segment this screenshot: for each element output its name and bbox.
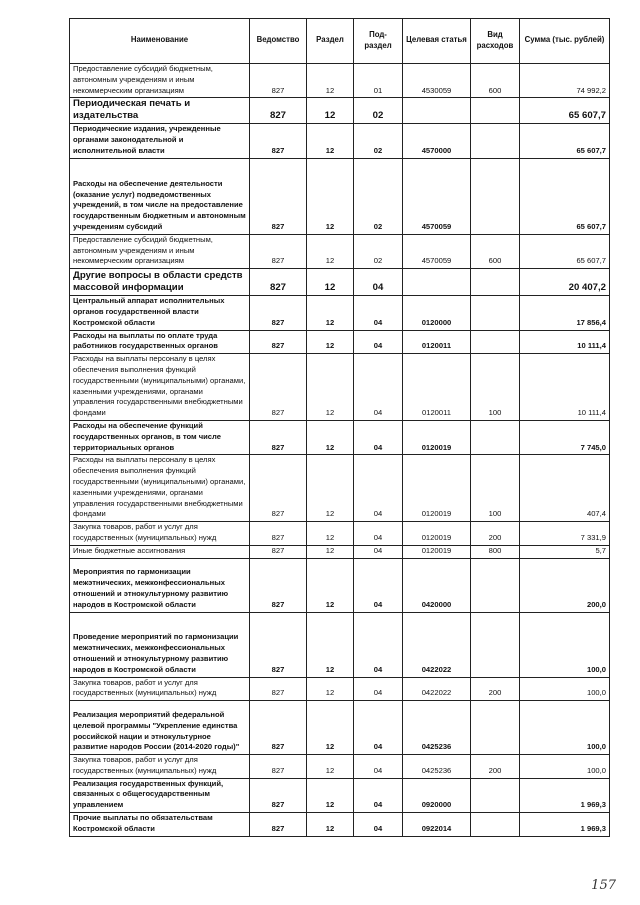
cell-razdel: 12 (307, 330, 354, 354)
cell-vedomstvo: 827 (250, 420, 307, 454)
cell-name: Расходы на выплаты персоналу в целях обеспечения выполнения функций государственными (муниципальными) органами, казенными учреждениями, органами управления государственными внебюджетными фондами (70, 455, 250, 522)
cell-name: Иные бюджетные ассигнования (70, 545, 250, 558)
cell-podrazdel: 02 (354, 158, 403, 234)
cell-razdel: 12 (307, 558, 354, 612)
table-row (70, 755, 610, 779)
cell-podrazdel: 04 (354, 612, 403, 677)
cell-vedomstvo: 827 (250, 64, 307, 98)
cell-sum: 7 331,9 (520, 522, 610, 546)
cell-podrazdel: 04 (354, 420, 403, 454)
table-row (70, 98, 610, 124)
cell-sum: 10 111,4 (520, 330, 610, 354)
cell-target-article (403, 269, 471, 296)
table-row (70, 455, 610, 522)
cell-sum: 7 745,0 (520, 420, 610, 454)
cell-razdel: 12 (307, 124, 354, 158)
cell-razdel: 12 (307, 612, 354, 677)
cell-podrazdel: 04 (354, 522, 403, 546)
cell-expense-type (471, 420, 520, 454)
cell-razdel: 12 (307, 64, 354, 98)
cell-target-article: 4570059 (403, 234, 471, 268)
cell-razdel: 12 (307, 677, 354, 701)
cell-expense-type (471, 813, 520, 837)
cell-podrazdel: 04 (354, 558, 403, 612)
cell-name: Проведение мероприятий по гармонизации межэтнических, межконфессиональных отношений и этнокультурному развитию народов в Костромской области (70, 612, 250, 677)
table-row (70, 778, 610, 812)
cell-razdel: 12 (307, 455, 354, 522)
cell-expense-type (471, 158, 520, 234)
cell-vedomstvo: 827 (250, 677, 307, 701)
table-row (70, 813, 610, 837)
cell-vedomstvo: 827 (250, 612, 307, 677)
cell-podrazdel: 02 (354, 98, 403, 124)
cell-razdel: 12 (307, 813, 354, 837)
header-name: Наименование (70, 19, 250, 64)
cell-vedomstvo: 827 (250, 755, 307, 779)
cell-vedomstvo: 827 (250, 558, 307, 612)
cell-vedomstvo: 827 (250, 269, 307, 296)
table-row (70, 234, 610, 268)
cell-name: Предоставление субсидий бюджетным, автономным учреждениям и иным некоммерческим организациям (70, 64, 250, 98)
cell-sum: 5,7 (520, 545, 610, 558)
cell-vedomstvo: 827 (250, 778, 307, 812)
cell-expense-type (471, 612, 520, 677)
cell-razdel: 12 (307, 755, 354, 779)
cell-vedomstvo: 827 (250, 158, 307, 234)
cell-razdel: 12 (307, 269, 354, 296)
cell-vedomstvo: 827 (250, 813, 307, 837)
cell-target-article: 0922014 (403, 813, 471, 837)
header-expense-type: Вид расходов (471, 19, 520, 64)
table-row (70, 522, 610, 546)
cell-name: Реализация государственных функций, связанных с общегосударственным управлением (70, 778, 250, 812)
cell-name: Расходы на выплаты по оплате труда работников государственных органов (70, 330, 250, 354)
cell-podrazdel: 04 (354, 296, 403, 330)
cell-sum: 65 607,7 (520, 98, 610, 124)
cell-name: Прочие выплаты по обязательствам Костромской области (70, 813, 250, 837)
cell-target-article: 0920000 (403, 778, 471, 812)
page-number: 157 (591, 878, 616, 893)
cell-expense-type: 100 (471, 455, 520, 522)
cell-vedomstvo: 827 (250, 234, 307, 268)
budget-table (69, 18, 610, 837)
table-row (70, 269, 610, 296)
cell-sum: 65 607,7 (520, 234, 610, 268)
table-row (70, 158, 610, 234)
cell-sum: 17 856,4 (520, 296, 610, 330)
table-row (70, 330, 610, 354)
cell-target-article: 0120011 (403, 330, 471, 354)
cell-podrazdel: 02 (354, 234, 403, 268)
header-vedomstvo: Ведомство (250, 19, 307, 64)
cell-name: Реализация мероприятий федеральной целевой программы "Укрепление единства российской нации и этнокультурное развитие народов России (2014-2020 годы)" (70, 701, 250, 755)
table-row (70, 354, 610, 421)
cell-expense-type (471, 98, 520, 124)
cell-expense-type: 600 (471, 64, 520, 98)
cell-vedomstvo: 827 (250, 98, 307, 124)
cell-podrazdel: 04 (354, 813, 403, 837)
cell-name: Закупка товаров, работ и услуг для государственных (муниципальных) нужд (70, 755, 250, 779)
cell-name: Периодическая печать и издательства (70, 98, 250, 124)
cell-expense-type: 200 (471, 755, 520, 779)
table-row (70, 64, 610, 98)
cell-razdel: 12 (307, 296, 354, 330)
cell-razdel: 12 (307, 158, 354, 234)
cell-sum: 1 969,3 (520, 813, 610, 837)
cell-podrazdel: 04 (354, 701, 403, 755)
cell-target-article: 0422022 (403, 677, 471, 701)
cell-vedomstvo: 827 (250, 296, 307, 330)
cell-name: Расходы на обеспечение функций государственных органов, в том числе территориальных органов (70, 420, 250, 454)
cell-target-article: 0120019 (403, 420, 471, 454)
cell-vedomstvo: 827 (250, 545, 307, 558)
header-row (70, 19, 610, 64)
cell-target-article: 0120000 (403, 296, 471, 330)
cell-sum: 100,0 (520, 677, 610, 701)
table-row (70, 545, 610, 558)
cell-expense-type (471, 296, 520, 330)
cell-expense-type (471, 330, 520, 354)
cell-podrazdel: 04 (354, 778, 403, 812)
table-row (70, 701, 610, 755)
cell-target-article: 0422022 (403, 612, 471, 677)
cell-expense-type: 800 (471, 545, 520, 558)
cell-podrazdel: 04 (354, 545, 403, 558)
cell-sum: 100,0 (520, 701, 610, 755)
cell-podrazdel: 01 (354, 64, 403, 98)
cell-name: Закупка товаров, работ и услуг для государственных (муниципальных) нужд (70, 522, 250, 546)
cell-podrazdel: 04 (354, 755, 403, 779)
cell-target-article (403, 98, 471, 124)
cell-vedomstvo: 827 (250, 522, 307, 546)
cell-name: Мероприятия по гармонизации межэтнических, межконфессиональных отношений и этнокультурному развитию народов в Костромской области (70, 558, 250, 612)
cell-target-article: 0425236 (403, 701, 471, 755)
cell-target-article: 0420000 (403, 558, 471, 612)
cell-target-article: 4570059 (403, 158, 471, 234)
cell-target-article: 0425236 (403, 755, 471, 779)
cell-expense-type: 100 (471, 354, 520, 421)
cell-vedomstvo: 827 (250, 124, 307, 158)
cell-sum: 74 992,2 (520, 64, 610, 98)
cell-podrazdel: 04 (354, 330, 403, 354)
cell-razdel: 12 (307, 778, 354, 812)
header-podrazdel: Под-раздел (354, 19, 403, 64)
cell-vedomstvo: 827 (250, 354, 307, 421)
table-row (70, 296, 610, 330)
cell-podrazdel: 04 (354, 677, 403, 701)
cell-target-article: 0120019 (403, 522, 471, 546)
cell-vedomstvo: 827 (250, 455, 307, 522)
cell-vedomstvo: 827 (250, 330, 307, 354)
table-row (70, 124, 610, 158)
cell-name: Расходы на обеспечение деятельности (оказание услуг) подведомственных учреждений, в том числе на предоставление государственным бюджетным и автономным учреждениям субсидий (70, 158, 250, 234)
table-body (70, 64, 610, 837)
cell-name: Закупка товаров, работ и услуг для государственных (муниципальных) нужд (70, 677, 250, 701)
cell-name: Расходы на выплаты персоналу в целях обеспечения выполнения функций государственными (муниципальными) органами, казенными учреждениями, органами управления государственными внебюджетными фондами (70, 354, 250, 421)
cell-expense-type: 200 (471, 522, 520, 546)
cell-expense-type (471, 269, 520, 296)
cell-target-article: 4530059 (403, 64, 471, 98)
cell-sum: 100,0 (520, 612, 610, 677)
cell-target-article: 4570000 (403, 124, 471, 158)
cell-name: Предоставление субсидий бюджетным, автономным учреждениям и иным некоммерческим организациям (70, 234, 250, 268)
cell-expense-type (471, 778, 520, 812)
cell-name: Центральный аппарат исполнительных органов государственной власти Костромской области (70, 296, 250, 330)
cell-sum: 407,4 (520, 455, 610, 522)
cell-sum: 20 407,2 (520, 269, 610, 296)
cell-vedomstvo: 827 (250, 701, 307, 755)
cell-razdel: 12 (307, 234, 354, 268)
header-target-article: Целевая статья (403, 19, 471, 64)
cell-sum: 65 607,7 (520, 158, 610, 234)
table-row (70, 558, 610, 612)
cell-podrazdel: 04 (354, 354, 403, 421)
table-row (70, 677, 610, 701)
cell-expense-type: 600 (471, 234, 520, 268)
cell-sum: 200,0 (520, 558, 610, 612)
cell-podrazdel: 02 (354, 124, 403, 158)
cell-podrazdel: 04 (354, 269, 403, 296)
cell-razdel: 12 (307, 420, 354, 454)
cell-razdel: 12 (307, 98, 354, 124)
table-row (70, 420, 610, 454)
cell-expense-type (471, 124, 520, 158)
cell-expense-type (471, 701, 520, 755)
cell-expense-type (471, 558, 520, 612)
cell-name: Другие вопросы в области средств массовой информации (70, 269, 250, 296)
cell-razdel: 12 (307, 545, 354, 558)
cell-sum: 10 111,4 (520, 354, 610, 421)
cell-razdel: 12 (307, 354, 354, 421)
cell-razdel: 12 (307, 522, 354, 546)
cell-target-article: 0120019 (403, 545, 471, 558)
cell-target-article: 0120019 (403, 455, 471, 522)
cell-sum: 65 607,7 (520, 124, 610, 158)
cell-name: Периодические издания, учрежденные органами законодательной и исполнительной власти (70, 124, 250, 158)
header-razdel: Раздел (307, 19, 354, 64)
table-row (70, 612, 610, 677)
cell-target-article: 0120011 (403, 354, 471, 421)
cell-podrazdel: 04 (354, 455, 403, 522)
cell-expense-type: 200 (471, 677, 520, 701)
header-sum: Сумма (тыс. рублей) (520, 19, 610, 64)
cell-razdel: 12 (307, 701, 354, 755)
cell-sum: 100,0 (520, 755, 610, 779)
cell-sum: 1 969,3 (520, 778, 610, 812)
